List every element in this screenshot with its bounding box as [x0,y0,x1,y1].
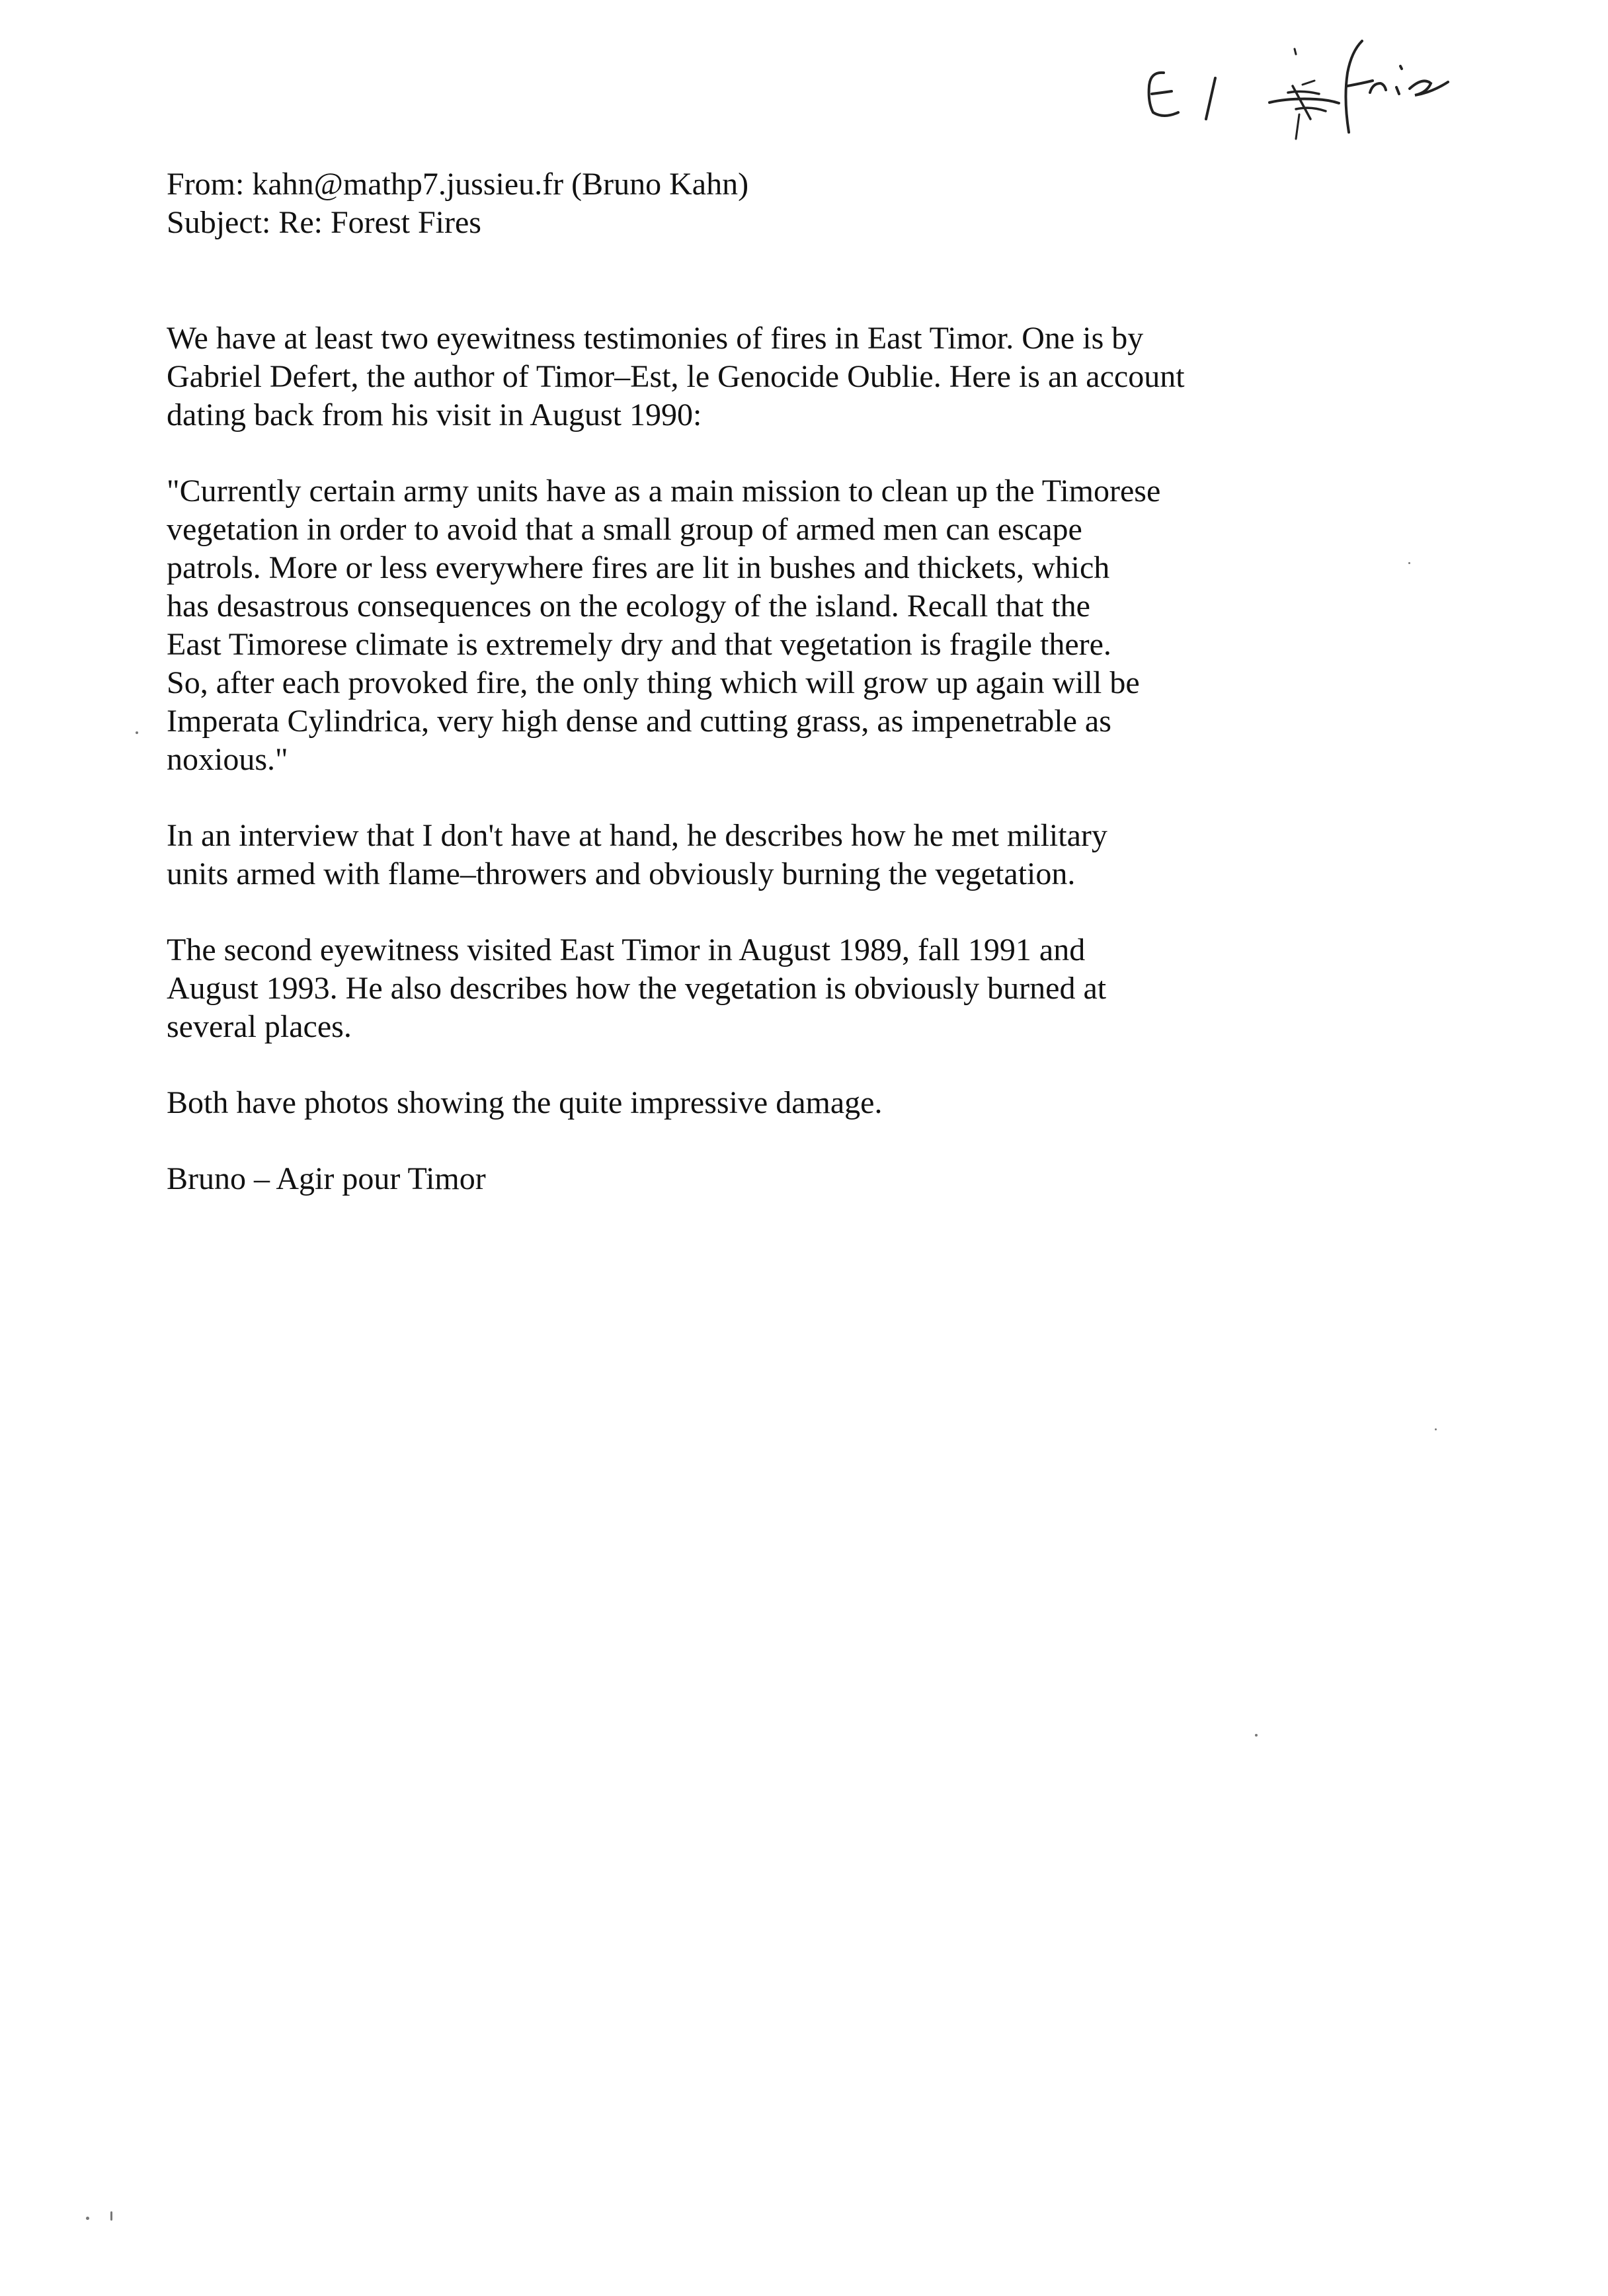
email-header [167,165,748,242]
paragraph [167,319,1357,434]
paragraph [167,817,1357,893]
subject-line: Subject: Re: Forest Fires [167,205,481,240]
email-body [167,319,1357,1198]
text-line: "Currently certain army units have as a main mission to clean up the Timorese [167,473,1161,509]
text-line: Gabriel Defert, the author of Timor–Est, le Genocide Oublie. Here is an account [167,359,1185,394]
text-line: So, after each provoked fire, the only thing which will grow up again will be [167,665,1140,700]
text-line: We have at least two eyewitness testimonies of fires in East Timor. One is by [167,321,1144,356]
handwritten-annotation [1137,20,1508,145]
signature: Bruno – Agir pour Timor [167,1161,486,1196]
text-line: patrols. More or less everywhere fires are lit in bushes and thickets, which [167,550,1110,585]
text-line: vegetation in order to avoid that a small group of armed men can escape [167,512,1082,547]
text-line: Imperata Cylindrica, very high dense and cutting grass, as impenetrable as [167,704,1111,739]
scan-speck [1435,1428,1437,1430]
text-line: dating back from his visit in August 1990: [167,397,702,432]
paragraph [167,1084,1357,1122]
text-line: several places. [167,1009,352,1044]
text-line: August 1993. He also describes how the vegetation is obviously burned at [167,971,1107,1006]
text-line: In an interview that I don't have at hand, he describes how he met military [167,818,1107,853]
text-line: units armed with flame–throwers and obviously burning the vegetation. [167,856,1076,891]
quoted-paragraph [167,472,1357,779]
text-line: The second eyewitness visited East Timor in August 1989, fall 1991 and [167,932,1086,967]
paragraph [167,931,1357,1046]
scan-speck [110,2211,112,2221]
text-line: has desastrous consequences on the ecology of the island. Recall that the [167,589,1090,624]
from-line: From: kahn@mathp7.jussieu.fr (Bruno Kahn) [167,167,749,202]
text-line: Both have photos showing the quite impressive damage. [167,1085,883,1120]
text-line: East Timorese climate is extremely dry and that vegetation is fragile there. [167,627,1111,662]
scan-speck [136,731,138,734]
scan-speck [1408,562,1410,564]
scan-speck [86,2217,89,2220]
text-line: noxious." [167,742,288,777]
scan-speck [1255,1734,1258,1737]
